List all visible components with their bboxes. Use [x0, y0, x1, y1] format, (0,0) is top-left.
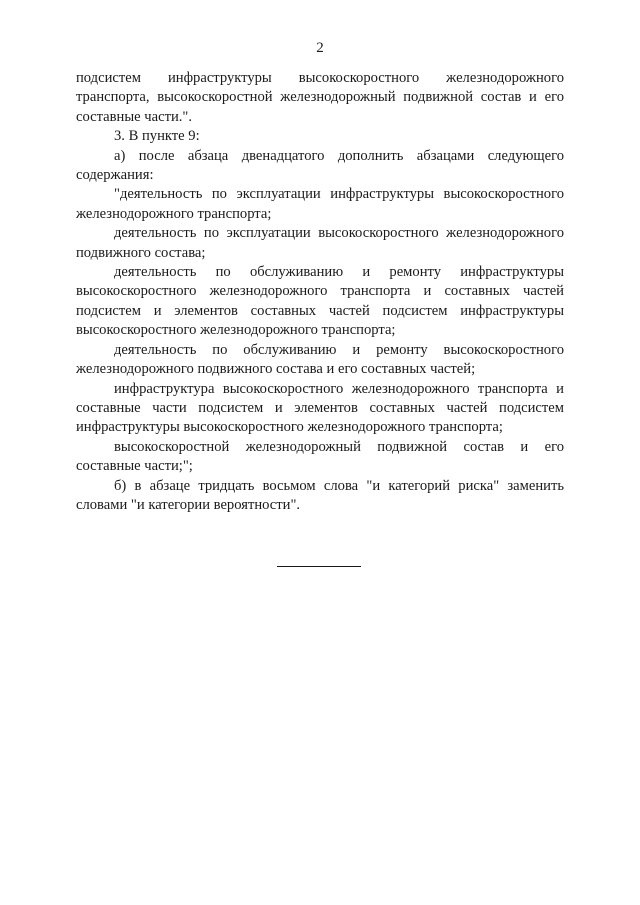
paragraph-continuation: подсистем инфраструктуры высокоскоростного железнодорожного транспорта, высокоскоростной железнодорожный подвижной состав и его составные части.". — [76, 70, 564, 125]
paragraph-subitem-b: б) в абзаце тридцать восьмом слова "и категорий риска" заменить словами "и категории вероятности". — [76, 477, 564, 513]
closing-divider-line — [277, 566, 361, 567]
paragraph-quote-4: деятельность по обслуживанию и ремонту высокоскоростного железнодорожного подвижного состава и его составных частей; — [76, 341, 564, 378]
paragraph-quote-5: инфраструктура высокоскоростного железнодорожного транспорта и составные части подсистем и элементов составных частей подсистем инфраструктуры высокоскоростного железнодорожного транспорта; — [76, 380, 564, 436]
paragraph-quote-1: "деятельность по эксплуатации инфраструктуры высокоскоростного железнодорожного транспорта; — [76, 186, 564, 222]
paragraph-subitem-a: а) после абзаца двенадцатого дополнить абзацами следующего содержания: — [76, 147, 564, 184]
paragraph-quote-3: деятельность по обслуживанию и ремонту инфраструктуры высокоскоростного железнодорожного транспорта и составных частей подсистем и элементов составных частей подсистем инфраструктуры высокоскоростного железнодорожного транспорта; — [76, 264, 564, 339]
document-body — [76, 69, 564, 515]
page-number: 2 — [316, 40, 324, 56]
paragraph-quote-6: высокоскоростной железнодорожный подвижной состав и его составные части;"; — [76, 438, 564, 475]
paragraph-quote-2: деятельность по эксплуатации высокоскоростного железнодорожного подвижного состава; — [76, 225, 564, 261]
paragraph-item-3: 3. В пункте 9: — [114, 128, 200, 145]
